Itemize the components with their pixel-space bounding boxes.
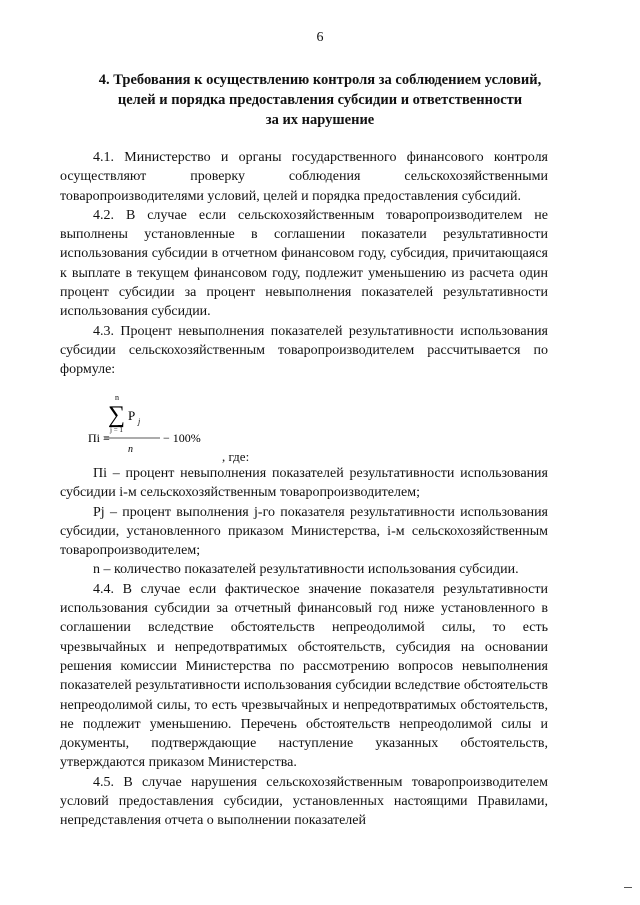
- formula-where: , где:: [222, 449, 250, 464]
- term-subscript: j: [138, 417, 141, 426]
- heading-line-2: целей и порядка предоставления субсидии и ответственности: [117, 92, 523, 108]
- body-upper: [60, 148, 548, 380]
- definition-pj: Рj – процент выполнения j-го показателя результативности использования субсидии, установленного приказом Министерства, i-м сельскохозяйственным товаропроизводителем;: [60, 504, 548, 559]
- section-heading: [60, 70, 580, 130]
- denominator: n: [128, 444, 133, 455]
- definition-pi: Пi – процент невыполнения показателей результативности использования субсидии i-м сельскохозяйственным товаропроизводителем;: [60, 466, 548, 501]
- paragraph-4-2: 4.2. В случае если сельскохозяйственным товаропроизводителем не выполнены установленные в соглашении показатели результативности использования субсидии в отчетном финансовом году, субсидия, причитающаяся к выплате в текущем финансовом году, подлежит уменьшению из расчета один процент субсидии за процент невыполнения показателей результативности использования субсидии.: [60, 207, 548, 320]
- heading-line-3: за их нарушение: [265, 112, 375, 128]
- paragraph-4-4: 4.4. В случае если фактическое значение показателя результативности использования субсидии за отчетный финансовый год ниже установленного в соглашении вследствие обстоятельств непреодолимой силы, то есть чрезвычайных и непредотвратимых обстоятельств, субсидия на основании решения комиссии Министерства по рассмотрению вопросов невыполнения показателей результативности использования субсидии вследствие обстоятельств непреодолимой силы, то есть чрезвычайных и непредотвратимых обстоятельств, не подлежит уменьшению. Перечень обстоятельств непреодолимой силы и документы, подтверждающие наступление указанных обстоятельств, утверждаются приказом Министерства.: [60, 581, 548, 771]
- formula-lhs: Пi =: [88, 431, 110, 445]
- body-lower: [60, 464, 548, 831]
- definition-n: n – количество показателей результативности использования субсидии.: [93, 562, 519, 578]
- paragraph-4-5: 4.5. В случае нарушения сельскохозяйственным товаропроизводителем условий предоставления субсидии, установленных настоящими Правилами, непредставления отчета о выполнении показателей: [60, 774, 548, 829]
- sum-sign: ∑: [108, 402, 126, 428]
- paragraph-4-3: 4.3. Процент невыполнения показателей результативности использования субсидии сельскохозяйственным товаропроизводителем рассчитывается по формуле:: [60, 323, 548, 378]
- term-p: P: [128, 408, 136, 423]
- sum-upper-limit: n: [115, 393, 119, 402]
- heading-line-1: 4. Требования к осуществлению контроля за соблюдением условий,: [98, 72, 542, 88]
- page-number: 6: [316, 30, 324, 45]
- sum-lower-limit: j = 1: [110, 426, 123, 434]
- edge-mark: [624, 887, 632, 888]
- paragraph-4-1: 4.1. Министерство и органы государственного финансового контроля осуществляют проверку соблюдения сельскохозяйственными товаропроизводителями условий, целей и порядка предоставления субсидий.: [60, 150, 548, 204]
- formula: [88, 390, 328, 460]
- formula-tail: − 100%: [163, 431, 201, 445]
